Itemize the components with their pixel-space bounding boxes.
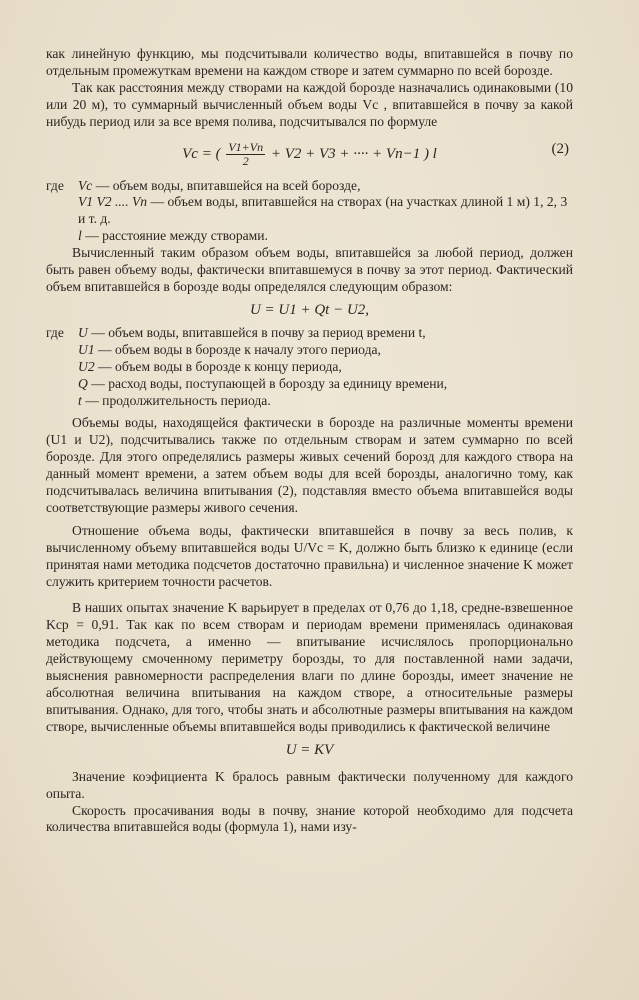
definitions-2 [46,325,573,410]
paragraph-6: В наших опытах значение K варьирует в пределах от 0,76 до 1,18, средне-взвешенное Kср = 0,91. Так как по всем створам и периодам времени применялась одинаковая методика подсчета, а именно — впитывание исчислялось пропорционально действующему смоченному периметру борозды, то для поставленной нами задачи, выяснения равномерности распределения влаги по длине борозды, имеет значение не абсолютная величина впитывания на каждом створе, а относительные размеры впитывания. Однако, для того, чтобы знать и абсолютные размеры впитывания на каждом створе, вычисленные объемы впитавшейся воды приводились к фактической величине [46,600,573,734]
definition-row: U1 — объем воды в борозде к началу этого периода, [78,341,381,357]
definition-row: t — продолжительность периода. [78,392,271,408]
definition-row: U2 — объем воды в борозде к концу периода, [78,358,342,374]
paragraph-7: Значение коэфициента K бралось равным фактически полученному для каждого опыта. [46,768,573,801]
formula-2-lhs: Vc = ( [182,145,221,162]
definition-row: V1 V2 .... Vn — объем воды, впитавшейся на створах (на участках длиной 1 м) 1, 2, 3 и т. д. [78,194,568,227]
definition-row: l — расстояние между створами. [78,228,268,244]
paragraph-5: Отношение объема воды, фактически впитавшейся в почву за весь полив, к вычисленному объему впитавшейся воды U/Vc = K, должно быть близко к единице (если принятая нами методика подсчетов достаточно правильна) и численное значение K может служить критерием точности расчетов. [46,522,573,589]
formula-2-rest: + V2 + V3 + ···· + Vn−1 ) l [270,145,437,162]
definition-row: Q — расход воды, поступающей в борозду за единицу времени, [78,375,448,391]
paragraph-3: Вычисленный таким образом объем воды, впитавшейся за любой период, должен быть равен объему воды, фактически впитавшемуся в почву за этот период. Фактический объем впитавшейся в борозде воды определялся следующим образом: [46,245,573,294]
definition-row: где Vc — объем воды, впитавшейся на всей борозде, [46,177,361,193]
paragraph-1: как линейную функцию, мы подсчитывали количество воды, впитавшейся в почву по отдельным промежуткам времени на каждом створе и затем суммарно по всей борозде. [46,46,573,78]
formula-2-fraction [226,141,265,168]
paragraph-2: Так как расстояния между створами на каждой борозде назначались одинаковыми (10 или 20 м), то суммарный вычисленный объем воды Vc , впитавшейся в почву за какой нибудь период или за все время полива, подсчитывался по формуле [46,79,573,129]
formula-2-number: (2) [551,140,569,157]
paragraph-8: Скорость просачивания воды в почву, знание которой необходимо для подсчета количества впитавшейся воды (формула 1), нами изу- [46,802,573,835]
formula-u-kv: U = KV [285,741,334,758]
formula-2-fraction-top: V1+Vn [228,139,264,154]
formula-2 [46,141,573,168]
definition-row: где U — объем воды, впитавшейся в почву за период времени t, [46,324,426,340]
formula-u: U = U1 + Qt − U2, [249,301,370,318]
formula-2-fraction-bottom: 2 [242,153,249,168]
paragraph-4: Объемы воды, находящейся фактически в борозде на различные моменты времени (U1 и U2), подсчитывались также по отдельным створам и затем суммарно по всей борозде. Для этого определялись размеры живых сечений борозд для каждого створа на данный момент времени, а затем объем воды для всей борозды, аналогично тому, как подсчитывалась величина впитывания (2), подставляя вместо объема впитавшейся воды соответствующие размеры живого сечения. [46,415,573,515]
definitions-1 [46,178,573,246]
